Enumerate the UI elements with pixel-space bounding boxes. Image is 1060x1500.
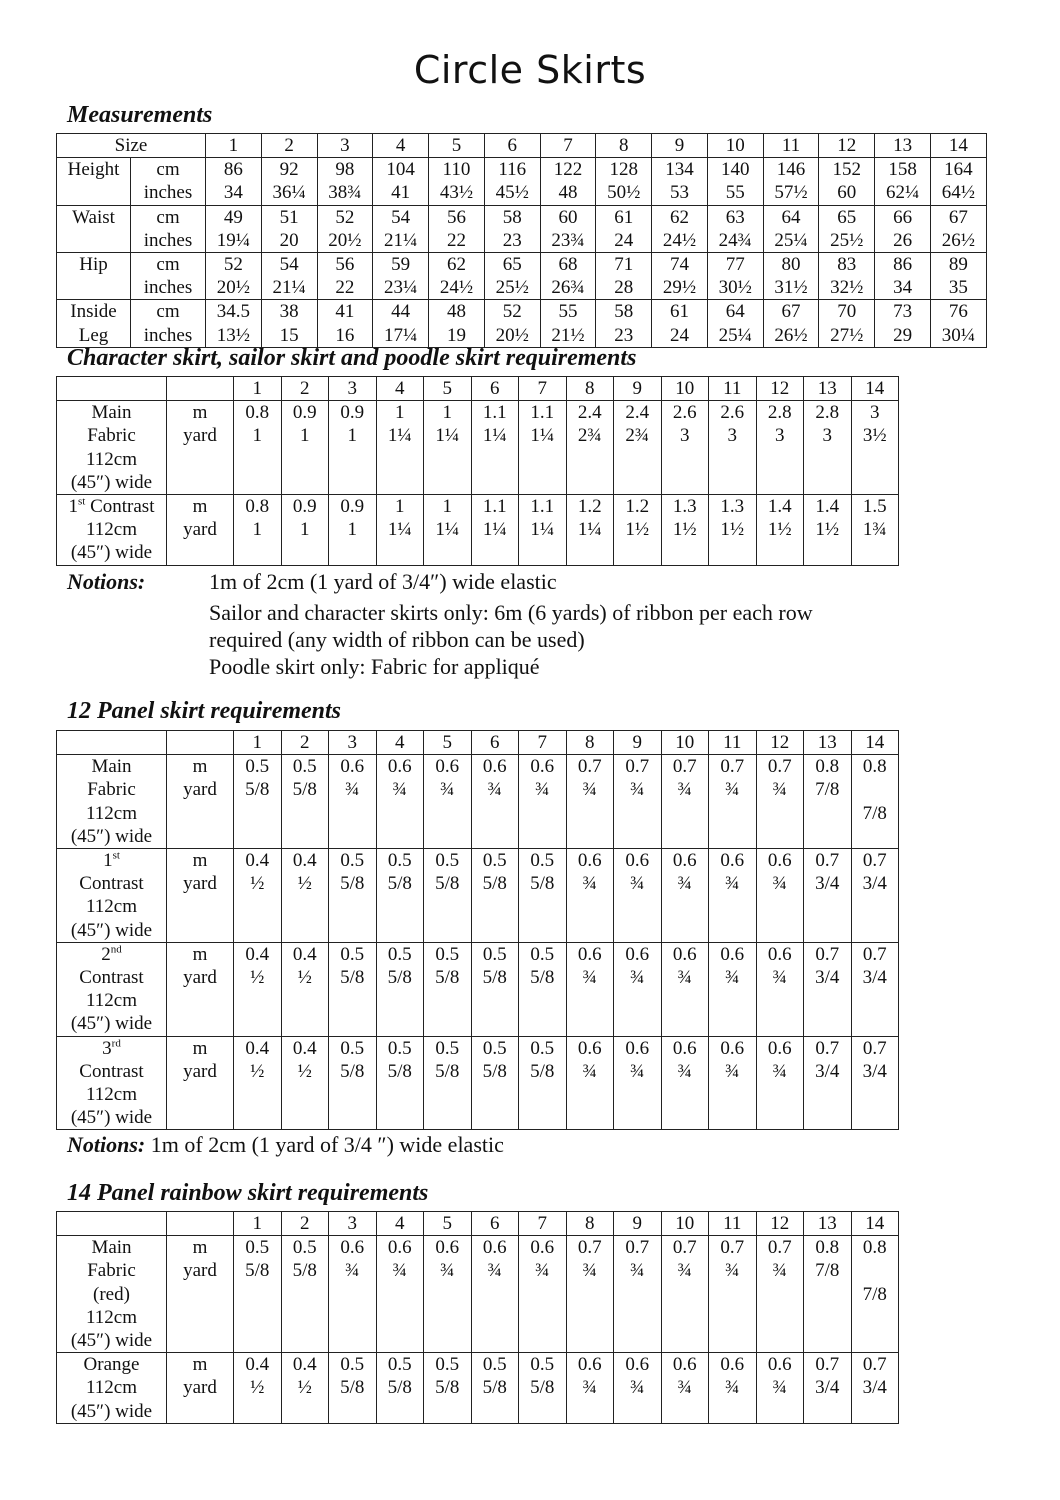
size-header-cell: 12 [819, 134, 875, 158]
value-cell: 58 23 [484, 205, 540, 252]
value-cell: 67 26½ [930, 205, 986, 252]
value-cell: 0.9 1 [281, 401, 329, 495]
size-header-cell: 6 [471, 377, 519, 401]
requirement-row [57, 495, 899, 566]
fabric-label-cell: 1st Contrast 112cm (45″) wide [57, 495, 167, 566]
value-cell: 1.3 1½ [709, 495, 757, 566]
value-cell: 122 48 [540, 158, 596, 205]
value-cell: 1.2 1½ [614, 495, 662, 566]
value-cell: 86 34 [875, 253, 931, 300]
size-header-cell: 5 [424, 1212, 472, 1236]
requirement-row [57, 1036, 899, 1130]
value-cell: 0.4 ½ [281, 1036, 329, 1130]
value-cell: 0.6 ¾ [756, 849, 804, 943]
value-cell: 0.7 ¾ [614, 1236, 662, 1353]
value-cell: 0.5 5/8 [376, 1353, 424, 1424]
value-cell: 0.6 ¾ [709, 942, 757, 1036]
value-cell: 0.5 5/8 [376, 1036, 424, 1130]
value-cell: 92 36¼ [261, 158, 317, 205]
value-cell: 2.8 3 [804, 401, 852, 495]
value-cell: 0.6 ¾ [661, 1353, 709, 1424]
size-header-cell: 12 [756, 377, 804, 401]
value-cell: 0.6 ¾ [614, 942, 662, 1036]
notions-line: 1m of 2cm (1 yard of 3/4″) wide elastic [209, 569, 557, 594]
size-header-cell: 10 [661, 1212, 709, 1236]
size-header-cell: 5 [429, 134, 485, 158]
value-cell: 0.5 5/8 [281, 755, 329, 849]
value-cell: 0.6 ¾ [614, 1036, 662, 1130]
size-header-cell: 10 [661, 731, 709, 755]
size-header-cell: 8 [596, 134, 652, 158]
unit-cell: m yard [167, 942, 234, 1036]
value-cell: 86 34 [206, 158, 262, 205]
value-cell: 134 53 [652, 158, 708, 205]
row-label-cell: Hip [57, 253, 131, 300]
value-cell: 52 20½ [206, 253, 262, 300]
value-cell: 0.5 5/8 [424, 1353, 472, 1424]
value-cell: 0.8 1 [234, 401, 282, 495]
value-cell: 0.7 ¾ [709, 755, 757, 849]
size-header-cell: 11 [709, 1212, 757, 1236]
value-cell: 0.5 5/8 [424, 942, 472, 1036]
panel12-notions [67, 1131, 504, 1158]
size-header-cell: 7 [540, 134, 596, 158]
value-cell: 1 1¼ [376, 401, 424, 495]
measurements-heading: Measurements [67, 102, 213, 128]
size-header-cell: 14 [851, 1212, 899, 1236]
value-cell: 64 25¼ [763, 205, 819, 252]
value-cell: 2.6 3 [661, 401, 709, 495]
size-header-cell: 13 [804, 731, 852, 755]
row-label-cell: Height [57, 158, 131, 205]
value-cell: 1.3 1½ [661, 495, 709, 566]
value-cell: 89 35 [930, 253, 986, 300]
value-cell: 62 24½ [652, 205, 708, 252]
value-cell: 0.7 ¾ [661, 1236, 709, 1353]
value-cell: 65 25½ [484, 253, 540, 300]
value-cell: 0.7 3/4 [804, 1036, 852, 1130]
value-cell: 0.6 ¾ [661, 942, 709, 1036]
size-header-cell: 4 [376, 377, 424, 401]
value-cell: 0.4 ½ [234, 849, 282, 943]
notions-line: Sailor and character skirts only: 6m (6 yards) of ribbon per each row [209, 600, 813, 625]
value-cell: 0.7 3/4 [804, 849, 852, 943]
value-cell: 0.5 5/8 [424, 849, 472, 943]
value-cell: 0.7 ¾ [756, 755, 804, 849]
value-cell: 61 24 [652, 300, 708, 347]
value-cell: 0.4 ½ [281, 849, 329, 943]
value-cell: 67 26½ [763, 300, 819, 347]
value-cell: 1 1¼ [424, 495, 472, 566]
size-header-cell: 14 [851, 377, 899, 401]
panel14-heading: 14 Panel rainbow skirt requirements [67, 1180, 429, 1206]
value-cell: 1.4 1½ [804, 495, 852, 566]
measurement-row [57, 253, 987, 300]
header-row [57, 377, 899, 401]
size-header-cell: 9 [614, 1212, 662, 1236]
value-cell: 0.7 3/4 [851, 1036, 899, 1130]
value-cell: 0.9 1 [329, 401, 377, 495]
character-heading: Character skirt, sailor skirt and poodle skirt requirements [67, 345, 637, 371]
value-cell: 0.5 5/8 [281, 1236, 329, 1353]
size-header-cell: 8 [566, 1212, 614, 1236]
requirement-row [57, 401, 899, 495]
value-cell: 0.9 1 [329, 495, 377, 566]
value-cell: 54 21¼ [373, 205, 429, 252]
value-cell: 0.4 ½ [234, 1353, 282, 1424]
value-cell: 0.6 ¾ [376, 1236, 424, 1353]
value-cell: 0.7 ¾ [566, 755, 614, 849]
unit-cell: m yard [167, 755, 234, 849]
value-cell: 80 31½ [763, 253, 819, 300]
size-header-cell: 2 [281, 377, 329, 401]
value-cell: 0.8 1 [234, 495, 282, 566]
notions-text: 1m of 2cm (1 yard of 3/4 ″) wide elastic [145, 1132, 504, 1157]
blank-header-cell [167, 731, 234, 755]
header-row [57, 731, 899, 755]
value-cell: 0.6 ¾ [471, 1236, 519, 1353]
value-cell: 55 21½ [540, 300, 596, 347]
value-cell: 0.4 ½ [234, 1036, 282, 1130]
value-cell: 0.6 ¾ [756, 942, 804, 1036]
value-cell: 146 57½ [763, 158, 819, 205]
value-cell: 0.5 5/8 [329, 1353, 377, 1424]
size-header-cell: 8 [566, 377, 614, 401]
size-header-cell: 9 [652, 134, 708, 158]
size-header-cell: 5 [424, 377, 472, 401]
value-cell: 0.7 ¾ [756, 1236, 804, 1353]
value-cell: 0.6 ¾ [424, 755, 472, 849]
value-cell: 0.7 3/4 [804, 942, 852, 1036]
value-cell: 62 24½ [429, 253, 485, 300]
value-cell: 1.1 1¼ [471, 495, 519, 566]
size-header-cell: 4 [376, 731, 424, 755]
value-cell: 0.5 5/8 [424, 1036, 472, 1130]
unit-cell: m yard [167, 1353, 234, 1424]
size-header-cell: 4 [376, 1212, 424, 1236]
value-cell: 61 24 [596, 205, 652, 252]
header-row [57, 134, 987, 158]
size-header-cell: 7 [519, 1212, 567, 1236]
size-header-cell: 3 [317, 134, 373, 158]
value-cell: 0.5 5/8 [329, 1036, 377, 1130]
value-cell: 1.1 1¼ [519, 495, 567, 566]
value-cell: 66 26 [875, 205, 931, 252]
value-cell: 0.4 ½ [281, 1353, 329, 1424]
size-header-cell: Size [57, 134, 206, 158]
value-cell: 48 19 [429, 300, 485, 347]
value-cell: 0.6 ¾ [756, 1036, 804, 1130]
size-header-cell: 11 [763, 134, 819, 158]
page-title: Circle Skirts [413, 48, 647, 92]
blank-header-cell [57, 731, 167, 755]
value-cell: 0.5 5/8 [519, 942, 567, 1036]
value-cell: 0.7 3/4 [851, 849, 899, 943]
value-cell: 140 55 [707, 158, 763, 205]
fabric-label-cell: Orange 112cm (45″) wide [57, 1353, 167, 1424]
measurement-row [57, 158, 987, 205]
measurement-row [57, 205, 987, 252]
size-header-cell: 7 [519, 377, 567, 401]
blank-header-cell [57, 377, 167, 401]
fabric-label-cell: Main Fabric 112cm (45″) wide [57, 755, 167, 849]
value-cell: 0.6 ¾ [566, 1036, 614, 1130]
value-cell: 2.8 3 [756, 401, 804, 495]
size-header-cell: 9 [614, 377, 662, 401]
value-cell: 2.4 2¾ [566, 401, 614, 495]
value-cell: 0.5 5/8 [471, 942, 519, 1036]
value-cell: 0.6 ¾ [661, 849, 709, 943]
value-cell: 0.7 3/4 [851, 1353, 899, 1424]
value-cell: 116 45½ [484, 158, 540, 205]
size-header-cell: 5 [424, 731, 472, 755]
value-cell: 0.5 5/8 [471, 1353, 519, 1424]
value-cell: 70 27½ [819, 300, 875, 347]
value-cell: 1 1¼ [376, 495, 424, 566]
value-cell: 56 22 [317, 253, 373, 300]
value-cell: 152 60 [819, 158, 875, 205]
value-cell: 34.5 13½ [206, 300, 262, 347]
value-cell: 0.6 ¾ [709, 1036, 757, 1130]
value-cell: 0.6 ¾ [566, 942, 614, 1036]
value-cell: 74 29½ [652, 253, 708, 300]
size-header-cell: 12 [756, 731, 804, 755]
value-cell: 56 22 [429, 205, 485, 252]
size-header-cell: 3 [329, 1212, 377, 1236]
value-cell: 0.9 1 [281, 495, 329, 566]
notions-line: Poodle skirt only: Fabric for appliqué [209, 654, 540, 679]
unit-cell: m yard [167, 849, 234, 943]
unit-cell: m yard [167, 1236, 234, 1353]
size-header-cell: 13 [875, 134, 931, 158]
value-cell: 0.6 ¾ [614, 1353, 662, 1424]
value-cell: 77 30½ [707, 253, 763, 300]
value-cell: 0.6 ¾ [566, 1353, 614, 1424]
value-cell: 52 20½ [484, 300, 540, 347]
value-cell: 51 20 [261, 205, 317, 252]
unit-cell: m yard [167, 1036, 234, 1130]
value-cell: 0.5 5/8 [329, 942, 377, 1036]
size-header-cell: 10 [661, 377, 709, 401]
blank-header-cell [167, 1212, 234, 1236]
value-cell: 3 3½ [851, 401, 899, 495]
size-header-cell: 3 [329, 377, 377, 401]
size-header-cell: 3 [329, 731, 377, 755]
value-cell: 0.5 5/8 [376, 942, 424, 1036]
blank-header-cell [57, 1212, 167, 1236]
value-cell: 1.4 1½ [756, 495, 804, 566]
value-cell: 0.8 7/8 [851, 755, 899, 849]
value-cell: 1.1 1¼ [471, 401, 519, 495]
size-header-cell: 2 [281, 731, 329, 755]
value-cell: 49 19¼ [206, 205, 262, 252]
fabric-label-cell: 1st Contrast 112cm (45″) wide [57, 849, 167, 943]
header-row [57, 1212, 899, 1236]
value-cell: 83 32½ [819, 253, 875, 300]
value-cell: 164 64½ [930, 158, 986, 205]
value-cell: 0.6 ¾ [614, 849, 662, 943]
value-cell: 1.5 1¾ [851, 495, 899, 566]
value-cell: 0.7 ¾ [661, 755, 709, 849]
size-header-cell: 4 [373, 134, 429, 158]
value-cell: 0.6 ¾ [376, 755, 424, 849]
value-cell: 0.6 ¾ [424, 1236, 472, 1353]
fabric-label-cell: Main Fabric (red) 112cm (45″) wide [57, 1236, 167, 1353]
value-cell: 2.4 2¾ [614, 401, 662, 495]
value-cell: 0.5 5/8 [329, 849, 377, 943]
value-cell: 68 26¾ [540, 253, 596, 300]
value-cell: 0.6 ¾ [519, 1236, 567, 1353]
blank-header-cell [167, 377, 234, 401]
value-cell: 58 23 [596, 300, 652, 347]
row-label-cell: Waist [57, 205, 131, 252]
value-cell: 41 16 [317, 300, 373, 347]
value-cell: 52 20½ [317, 205, 373, 252]
value-cell: 76 30¼ [930, 300, 986, 347]
value-cell: 64 25¼ [707, 300, 763, 347]
size-header-cell: 11 [709, 731, 757, 755]
size-header-cell: 8 [566, 731, 614, 755]
notions-label: Notions: [67, 569, 146, 594]
value-cell: 1 1¼ [424, 401, 472, 495]
fabric-label-cell: 3rd Contrast 112cm (45″) wide [57, 1036, 167, 1130]
row-label-cell: Inside Leg [57, 300, 131, 347]
unit-cell: cm inches [131, 158, 206, 205]
value-cell: 0.6 ¾ [709, 849, 757, 943]
size-header-cell: 7 [519, 731, 567, 755]
character-requirements-table [56, 376, 899, 566]
size-header-cell: 2 [281, 1212, 329, 1236]
notions-line: required (any width of ribbon can be used) [209, 627, 585, 652]
size-header-cell: 14 [851, 731, 899, 755]
value-cell: 0.6 ¾ [329, 1236, 377, 1353]
value-cell: 73 29 [875, 300, 931, 347]
panel14-requirements-table [56, 1211, 899, 1424]
value-cell: 158 62¼ [875, 158, 931, 205]
size-header-cell: 1 [206, 134, 262, 158]
measurement-row [57, 300, 987, 347]
value-cell: 0.8 7/8 [804, 1236, 852, 1353]
value-cell: 65 25½ [819, 205, 875, 252]
value-cell: 0.8 7/8 [804, 755, 852, 849]
value-cell: 104 41 [373, 158, 429, 205]
value-cell: 128 50½ [596, 158, 652, 205]
requirement-row [57, 1236, 899, 1353]
value-cell: 98 38¾ [317, 158, 373, 205]
size-header-cell: 12 [756, 1212, 804, 1236]
size-header-cell: 11 [709, 377, 757, 401]
unit-cell: cm inches [131, 300, 206, 347]
value-cell: 0.6 ¾ [756, 1353, 804, 1424]
value-cell: 0.8 7/8 [851, 1236, 899, 1353]
value-cell: 0.5 5/8 [376, 849, 424, 943]
value-cell: 0.6 ¾ [329, 755, 377, 849]
value-cell: 44 17¼ [373, 300, 429, 347]
value-cell: 59 23¼ [373, 253, 429, 300]
size-header-cell: 13 [804, 377, 852, 401]
notions-label: Notions: [67, 1132, 146, 1157]
unit-cell: m yard [167, 495, 234, 566]
value-cell: 0.6 ¾ [566, 849, 614, 943]
value-cell: 0.4 ½ [281, 942, 329, 1036]
size-header-cell: 14 [930, 134, 986, 158]
value-cell: 0.5 5/8 [234, 755, 282, 849]
value-cell: 0.5 5/8 [519, 1353, 567, 1424]
value-cell: 63 24¾ [707, 205, 763, 252]
fabric-label-cell: 2nd Contrast 112cm (45″) wide [57, 942, 167, 1036]
value-cell: 60 23¾ [540, 205, 596, 252]
requirement-row [57, 849, 899, 943]
panel12-heading: 12 Panel skirt requirements [67, 698, 342, 724]
size-header-cell: 9 [614, 731, 662, 755]
value-cell: 0.6 ¾ [519, 755, 567, 849]
unit-cell: cm inches [131, 205, 206, 252]
requirement-row [57, 1353, 899, 1424]
value-cell: 0.5 5/8 [234, 1236, 282, 1353]
value-cell: 71 28 [596, 253, 652, 300]
value-cell: 1.2 1¼ [566, 495, 614, 566]
value-cell: 0.7 ¾ [614, 755, 662, 849]
value-cell: 0.6 ¾ [709, 1353, 757, 1424]
size-header-cell: 13 [804, 1212, 852, 1236]
unit-cell: cm inches [131, 253, 206, 300]
value-cell: 0.5 5/8 [471, 1036, 519, 1130]
size-header-cell: 6 [484, 134, 540, 158]
size-header-cell: 10 [707, 134, 763, 158]
value-cell: 0.7 3/4 [851, 942, 899, 1036]
size-header-cell: 1 [234, 377, 282, 401]
value-cell: 0.6 ¾ [471, 755, 519, 849]
value-cell: 110 43½ [429, 158, 485, 205]
value-cell: 0.5 5/8 [519, 849, 567, 943]
value-cell: 2.6 3 [709, 401, 757, 495]
value-cell: 54 21¼ [261, 253, 317, 300]
size-header-cell: 1 [234, 731, 282, 755]
size-header-cell: 2 [261, 134, 317, 158]
fabric-label-cell: Main Fabric 112cm (45″) wide [57, 401, 167, 495]
size-header-cell: 1 [234, 1212, 282, 1236]
requirement-row [57, 755, 899, 849]
size-header-cell: 6 [471, 1212, 519, 1236]
requirement-row [57, 942, 899, 1036]
character-notions [67, 568, 145, 595]
character-notions-lines [209, 568, 813, 680]
value-cell: 0.7 3/4 [804, 1353, 852, 1424]
unit-cell: m yard [167, 401, 234, 495]
value-cell: 0.6 ¾ [661, 1036, 709, 1130]
value-cell: 38 15 [261, 300, 317, 347]
value-cell: 1.1 1¼ [519, 401, 567, 495]
value-cell: 0.4 ½ [234, 942, 282, 1036]
measurements-table [56, 133, 987, 348]
value-cell: 0.5 5/8 [519, 1036, 567, 1130]
value-cell: 0.7 ¾ [566, 1236, 614, 1353]
value-cell: 0.7 ¾ [709, 1236, 757, 1353]
size-header-cell: 6 [471, 731, 519, 755]
panel12-requirements-table [56, 730, 899, 1130]
value-cell: 0.5 5/8 [471, 849, 519, 943]
